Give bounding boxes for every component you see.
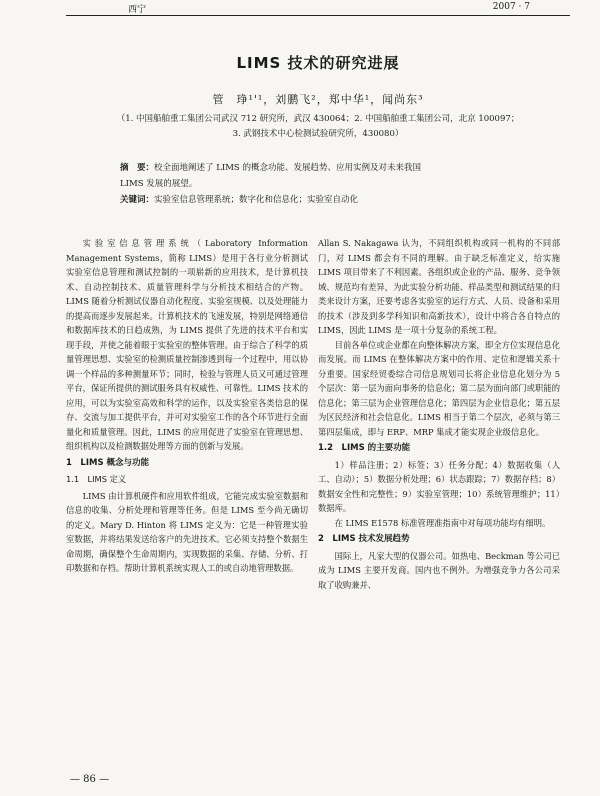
keywords-text: 实验室信息管理系统；数字化和信息化；实验室自动化 (154, 195, 359, 205)
definition-paragraph: LIMS 由计算机硬件和应用软件组成，它能完成实验室数据和信息的收集、分析处理和管理等任务。但是 LIMS 至今尚无确切的定义。Mary D. Hinton 将 LIMS 定义为：它是一种管理实验室数据，并将结果发送给客户的先进技术。它必须支持整个数据生命周期，确保整个生命周期内，实现数据的采集、存储、分析、打印数据和存档。帮助计算机系统实现人工的或自动地管理数据。 (66, 490, 308, 573)
right-column (318, 236, 560, 592)
header-issue: 2007 · 7 (492, 2, 530, 12)
abstract-block (120, 160, 505, 208)
header-rule (66, 15, 570, 16)
functions-paragraph: 1）样品注册；2）标签；3）任务分配；4）数据收集（人工、自动）；5）数据分析处理；6）状态跟踪；7）数据存档；8）数据安全性和完整性；9）实验室管理；10）系统管理维护；11）数据库。 (318, 459, 560, 513)
page-number: — 86 — (70, 774, 110, 785)
affiliations (66, 112, 570, 142)
abstract-text: 校全面地阐述了 LIMS 的概念功能、发展趋势、应用实例及对未来我国 (154, 163, 421, 173)
section-heading: 2 LIMS 技术发展趋势 (318, 534, 410, 544)
abstract-line (120, 160, 505, 176)
left-column (66, 236, 308, 576)
subsection-heading: 1.2 LIMS 的主要功能 (318, 443, 411, 453)
body-paragraph: 在 LIMS E1578 标准管理准指南中对每项功能均有细明。 (334, 517, 551, 528)
paper-title: LIMS 技术的研究进展 (236, 54, 400, 72)
body-paragraph: 目前各单位或企业都在向整体解决方案，即全方位实现信息化而发展。而 LIMS 在整体解决方案中的作用、定位和逻辑关系十分重要。国家经贸委综合司信息规划司长将企业信息化划分为 5 个层次：第一层为面向事务的信息化；第二层为面向部门或职能的信息化；第三层为企业管理信息化；第四层为企业信息化；第五层为区民经济和社会信息化。LIMS 相当于第二个层次，必须与第三第四层集成，即与 ERP、MRP 集成才能实现企业级信息化。 (318, 339, 560, 437)
intro-paragraph: 实验室信息管理系统（Laboratory Information Management Systems，简称 LIMS）是用于各行业分析测试实验室信息管理和测试控制的一项崭新的应用技术，是计算机技术、自动控制技术、质量管理科学与分析技术相结合的产物。LIMS 随着分析测试仪器自动化程度、实验室规模、以及处理能力的提高而逐步发展起来。计算机技术的飞速发展，特别是网络通信和数据库技术的日趋成熟，为 LIMS 提供了先进的技术平台和实现手段，并使之能着眼于实验室的整体管理。由于综合了科学的质量管理思想、实验室的检测质量控制渗透到每一个过程中，用以协调一个样品的多种测量环节；同时，检验与管理人员又可通过管理平台，保证所提供的测试服务具有权威性、可靠性。LIMS 技术的应用，可以为实验室高效和科学的运作，以及实验室各类信息的保存、交流与加工提供平台，并可对实验室工作的各个环节进行全面量化和质量管理。因此，LIMS 的应用促进了实验室在管理思想、组织机构以及检测数据处理等方面的创新与发展。 (66, 238, 308, 451)
affiliation-line: （1. 中国船舶重工集团公司武汉 712 研究所，武汉 430064；2. 中国船舶重工集团公司，北京 100097； (116, 114, 520, 124)
paper-authors: 管 琤¹'¹，刘鹏飞²，郑中华¹，闻尚东³ (212, 93, 424, 106)
continued-paragraph: Allan S. Nakagawa 认为，不同组织机构或同一机构的不同部门，对 LIMS 都会有不同的理解。由于缺乏标准定义，给实施 LIMS 项目带来了不利因素。各组织或企业的产品、服务、竞争领域、规范均有差异，为此实验分析功能、样品类型和测试结果的归类来设计方案，还要考虑各实验室的运行方式、人员、设备和采用的技术（涉及到多学科知识和高新技术），设计中将合各自特点的 LIMS，因此 LIMS 是一项十分复杂的系统工程。 (318, 238, 560, 335)
body-paragraph: 国际上，凡家大型的仪器公司。如热电、Beckman 等公司已成为 LIMS 主要开发商。国内也不例外。为增强竞争力各公司采取了收购兼并、 (318, 550, 560, 590)
abstract-text-cont: LIMS 发展的展望。 (120, 179, 198, 189)
header-journal: 西宁 (128, 5, 147, 15)
subsection-heading: 1.1 LIMS 定义 (66, 474, 127, 484)
affiliation-line: 3. 武钢技术中心检测试验研究所，430080） (232, 129, 404, 139)
section-heading: 1 LIMS 概念与功能 (66, 457, 150, 468)
running-header (66, 2, 570, 14)
keywords-label: 关键词： (120, 195, 155, 205)
keywords-line (120, 192, 505, 208)
abstract-label: 摘 要： (120, 163, 155, 173)
